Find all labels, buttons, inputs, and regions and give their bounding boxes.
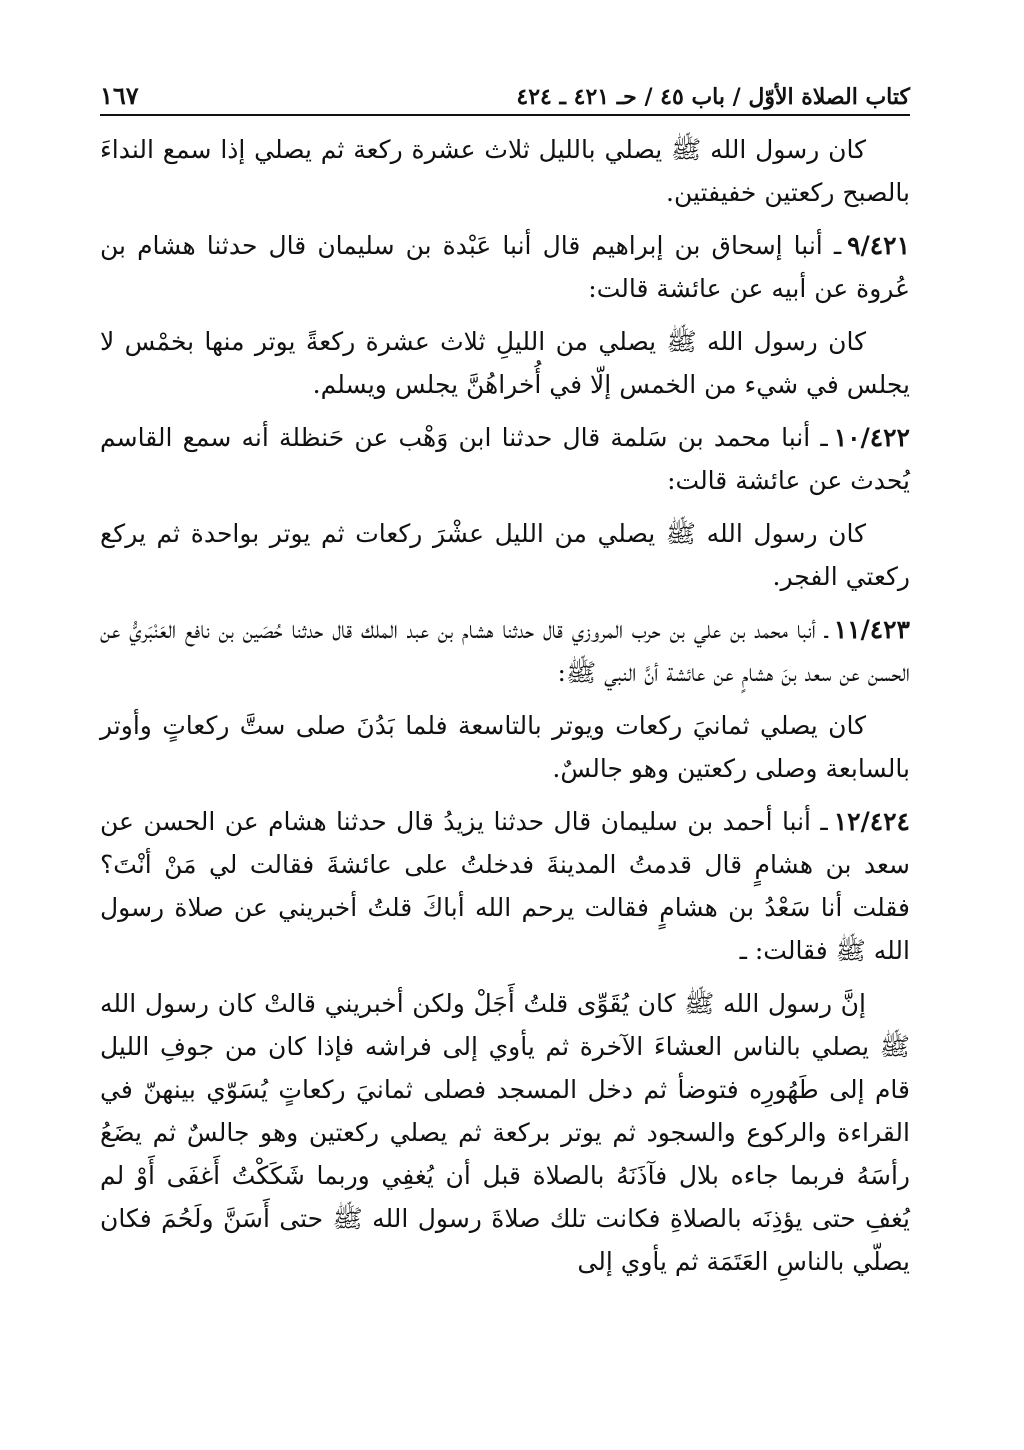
hadith-number: ١٢/٤٢٤ (833, 807, 910, 836)
book-page (100, 70, 910, 1430)
hadith-text-body: إنَّ رسول الله ﷺ كان يُقَوِّى قلتُ أَجَلْ ولكن أخبريني قالتْ كان رسول الله ﷺ يصلي بالناس العشاءَ الآخرة ثم يأوي إلى فراشه فإذا كان من جوفِ الليل قام إلى طَهُورِه فتوضأ ثم دخل المسجد فصلى ثمانيَ ركعاتٍ يُسَوّي بينهنّ في القراءة والركوع والسجود ثم يوتر بركعة ثم يصلي ركعتين وهو جالسٌ ثم يضَعُ رأسَهُ فربما جاءه بلال فآذَنَهُ بالصلاة قبل أن يُغفِي وربما شَكَكْتُ أَغفَى أَوْ لم يُغفِ حتى يؤذِنَه بالصلاةِ فكانت تلك صلاةَ رسول الله ﷺ حتى أَسَنَّ ولَحُمَ فكان يصلّي بالناسِ العَتَمَة ثم يأوي إلى (100, 989, 910, 1276)
isnad-text: ـ أنبا إسحاق بن إبراهيم قال أنبا عَبْدة بن سليمان قال حدثنا هشام بن عُروة عن أبيه عن عائشة قالت: (100, 231, 910, 303)
hadith-entry (100, 224, 910, 310)
hadith-text (100, 128, 910, 214)
isnad-text: ـ أنبا أحمد بن سليمان قال حدثنا يزيدُ قال حدثنا هشام عن الحسن عن سعد بن هشامٍ قال قدمتُ المدينةَ فدخلتُ على عائشةَ فقالت لي مَنْ أنْتَ؟ فقلت أنا سَعْدُ بن هشامٍ فقالت يرحم الله أباكَ قلتُ أخبريني عن صلاة رسول الله ﷺ فقالت: ـ (100, 807, 910, 965)
hadith-text (100, 512, 910, 598)
isnad-text: ـ أنبا محمد بن سَلمة قال حدثنا ابن وَهْب عن حَنظلة أنه سمع القاسم يُحدث عن عائشة قالت: (100, 423, 910, 495)
hadith-number: ٩/٤٢١ (847, 231, 910, 260)
hadith-number: ١٠/٤٢٢ (833, 423, 910, 452)
page-number: ١٦٧ (100, 81, 147, 114)
running-head-title: كتاب الصلاة الأوّل / باب ٤٥ / حـ ٤٢١ ـ ٤٢٤ (508, 84, 910, 114)
running-head (100, 70, 910, 116)
hadith-entry (100, 416, 910, 502)
hadith-number: ١١/٤٢٣ (833, 615, 910, 644)
hadith-entry (100, 800, 910, 972)
hadith-text (100, 704, 910, 790)
hadith-text-body: كان رسول الله ﷺ يصلي من الليل عشْرَ ركعات ثم يوتر بواحدة ثم يركع ركعتي الفجر. (100, 519, 910, 591)
hadith-text (100, 320, 910, 406)
hadith-text-body: كان رسول الله ﷺ يصلي من الليلِ ثلاث عشرة ركعةً يوتر منها بخمْس لا يجلس في شيء من الخمس إلّا في أُخراهُنَّ يجلس ويسلم. (100, 327, 910, 399)
hadith-text-body: كان رسول الله ﷺ يصلي بالليل ثلاث عشرة ركعة ثم يصلي إذا سمع النداءَ بالصبح ركعتين خفيفتين. (100, 135, 910, 207)
isnad-text: ـ أنبا محمد بن علي بن حرب المروزي قال حدثنا هشام بن عبد الملك قال حدثنا حُصَين بن نافع العَنْبَريُّ عن الحسن عن سعد بنَ هشامٍ عن عائشة أنَّ النبي ﷺ: (100, 615, 910, 687)
hadith-text-body: كان يصلي ثمانيَ ركعات ويوتر بالتاسعة فلما بَدُنَ صلى ستَّ ركعاتٍ وأوتر بالسابعة وصلى ركعتين وهو جالسٌ. (100, 711, 910, 783)
hadith-entry (100, 608, 910, 694)
hadith-text (100, 982, 910, 1283)
